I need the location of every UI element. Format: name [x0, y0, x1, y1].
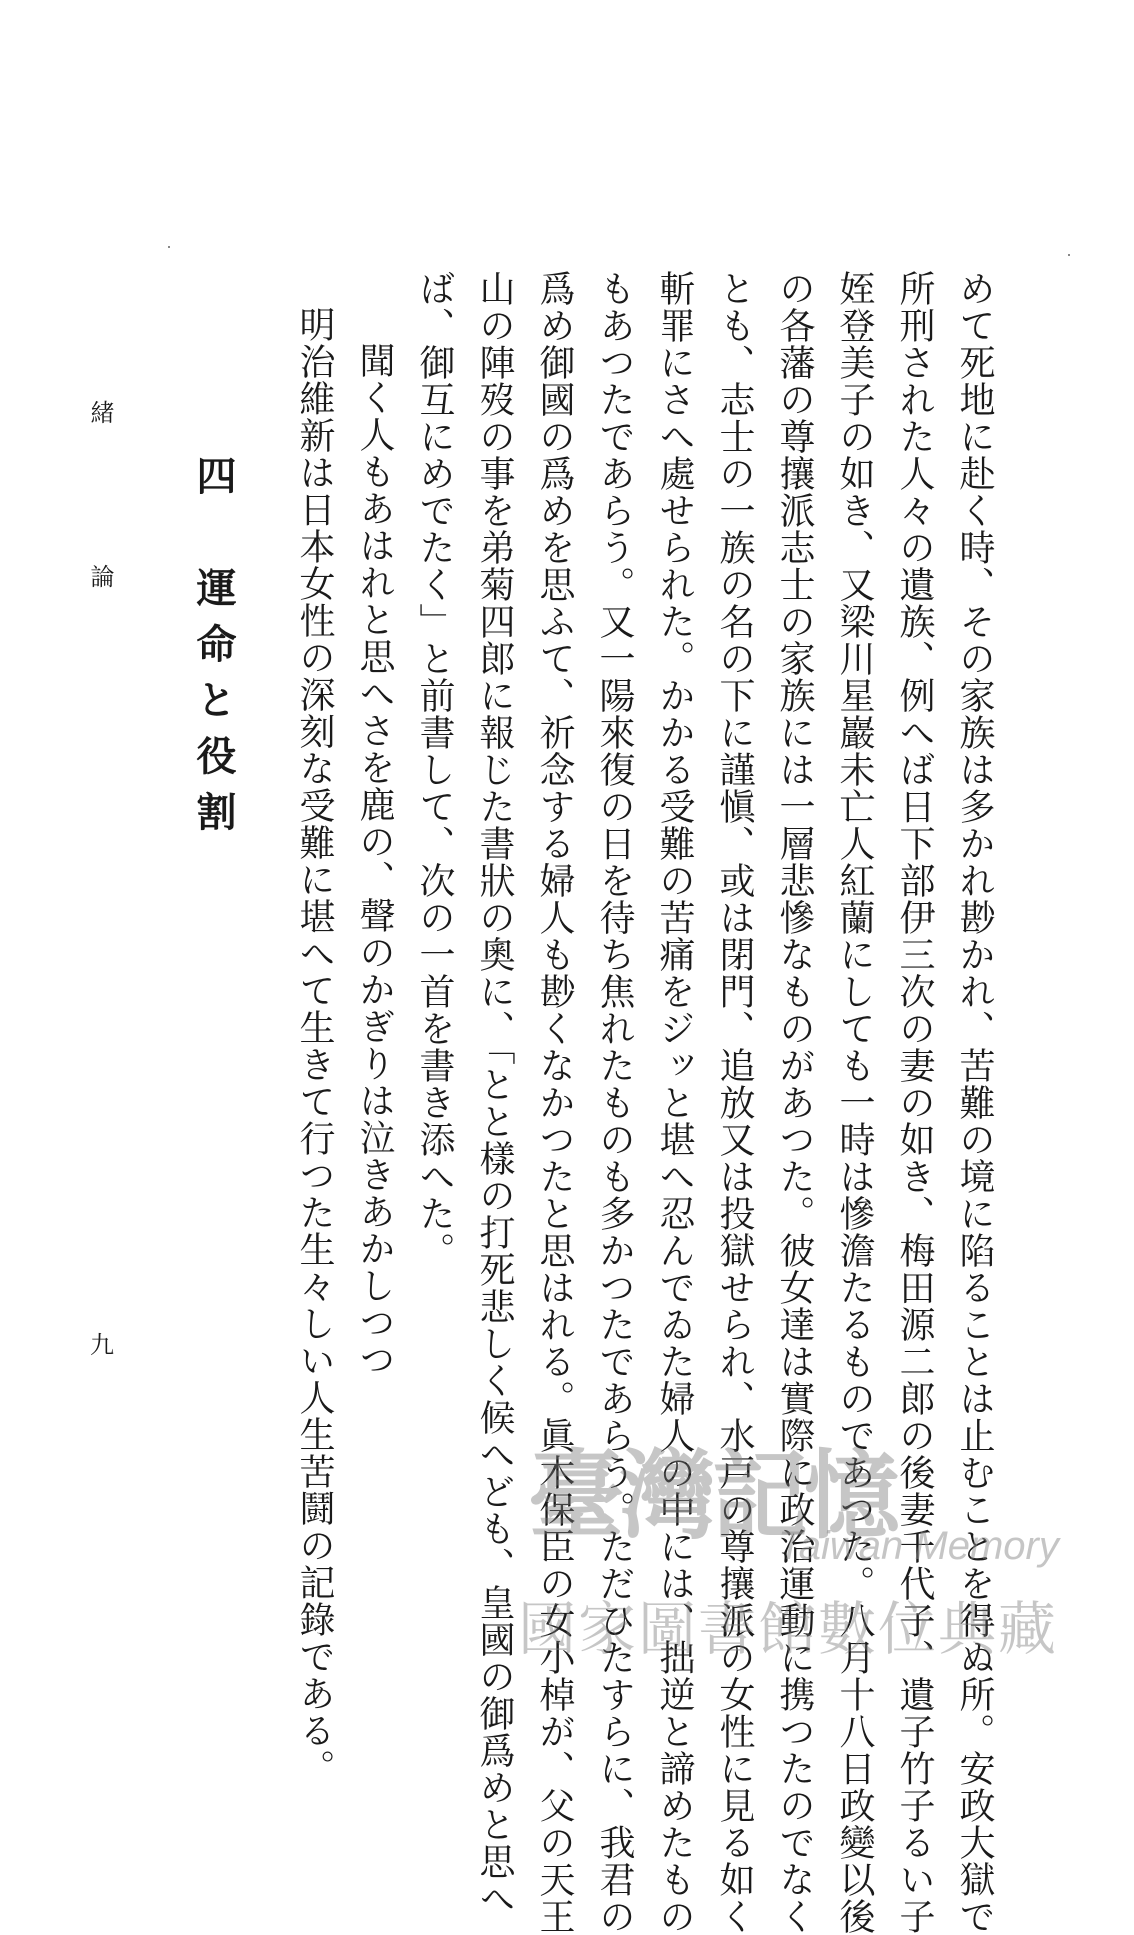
- text-line-8: 爲め御國の爲めを思ふて、祈念する婦人も尠くなかつたと思はれる。眞木保臣の女小棹が、父の天王: [534, 270, 575, 1935]
- text-line-7: もあつたであらう。又一陽來復の日を待ち焦れたものも多かつたであらう。ただひたすらに、我君の: [594, 270, 635, 1935]
- watermark-title: 臺灣記憶: [528, 1439, 896, 1552]
- text-line-5: とも、志士の一族の名の下に謹愼、或は閉門、追放又は投獄せられ、水戸の尊攘派の女性に見る如く: [714, 270, 755, 1935]
- body-text: [294, 270, 1004, 1935]
- watermark-subtitle: 國家圖書館數位典藏: [518, 1595, 1059, 1663]
- poem-line: 聞く人もあはれと思へさを鹿の、聲のかぎりは泣きあかしつつ: [354, 342, 395, 1378]
- text-line-6: 斬罪にさへ處せられた。かかる受難の苦痛をジッと堪へ忍んでゐた婦人の中には、拙逆と諦めたもの: [654, 270, 695, 1935]
- text-line-3: 姪登美子の如き、又梁川星巖未亡人紅蘭にしても一時は慘澹たるものであつた。八月十八日政變以後: [834, 270, 875, 1935]
- watermark-english: Taiwan Memory: [778, 1524, 1059, 1568]
- corner-tick-top-right: [1068, 254, 1070, 256]
- corner-tick-top-left: [168, 246, 170, 248]
- running-header: 緒 論: [86, 400, 114, 646]
- text-line-12: 明治維新は日本女性の深刻な受難に堪へて生きて行つた生々しい人生苦鬪の記錄である。: [294, 306, 335, 1786]
- section-heading: 四 運命と役割: [190, 455, 236, 847]
- text-line-1: めて死地に赴く時、その家族は多かれ尠かれ、苦難の境に陷ることは止むことを得ぬ所。安政大獄で: [954, 270, 995, 1935]
- page-number: 九: [90, 1331, 114, 1359]
- text-line-2: 所刑された人々の遺族、例へば日下部伊三次の妻の如き、梅田源二郎の後妻千代子、遺子竹子るい子: [894, 270, 935, 1935]
- text-line-4: の各藩の尊攘派志士の家族には一層悲慘なものがあつた。彼女達は實際に政治運動に携つたのでなく: [774, 270, 815, 1935]
- text-line-9: 山の陣歿の事を弟菊四郎に報じた書狀の奧に、「とと樣の打死悲しく候へども、皇國の御爲めと思へ: [474, 270, 515, 1917]
- text-line-10: ば、御互にめでたく」と前書して、次の一首を書き添へた。: [414, 270, 455, 1269]
